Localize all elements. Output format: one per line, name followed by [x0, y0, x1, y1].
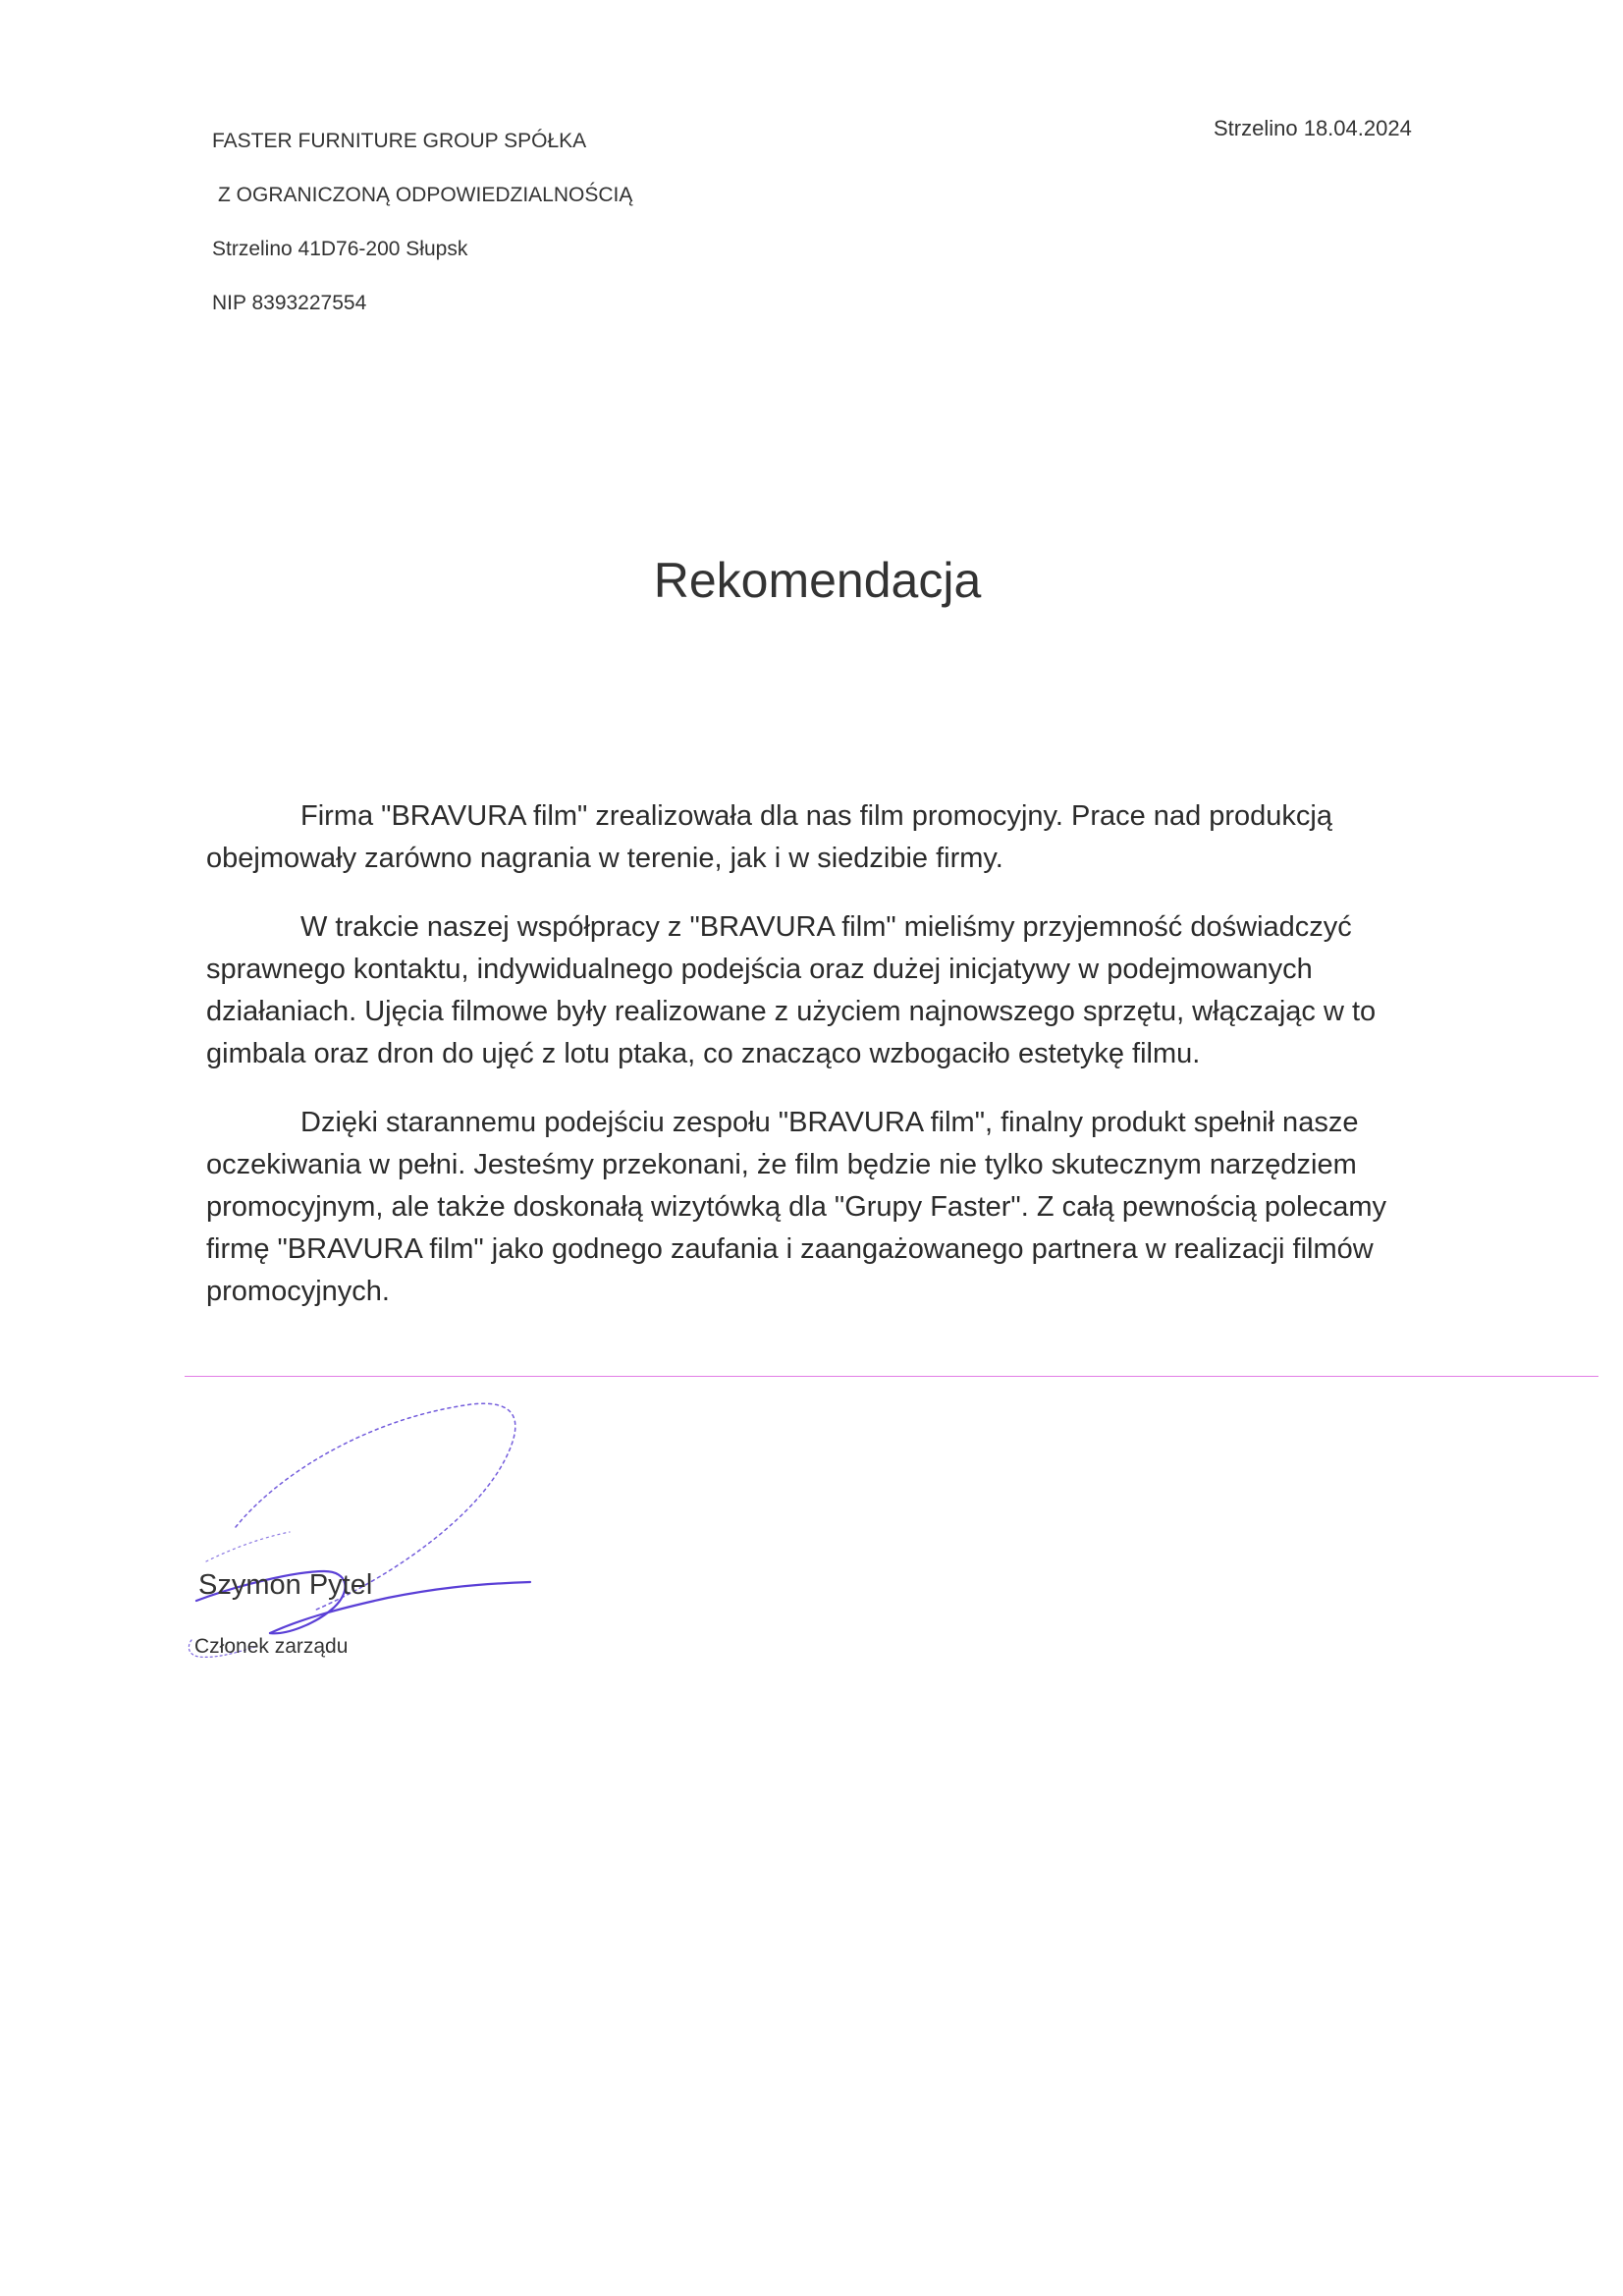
body-paragraph: Firma "BRAVURA film" zrealizowała dla nas film promocyjny. Prace nad produkcją obejmowały zarówno nagrania w terenie, jak i w siedzibie firmy.: [206, 800, 1332, 874]
letter-body: [206, 795, 1434, 1339]
sender-company-legal-form: Z OGRANICZONĄ ODPOWIEDZIALNOŚCIĄ: [218, 184, 633, 206]
sender-company-name: FASTER FURNITURE GROUP SPÓŁKA: [212, 130, 587, 152]
signer-role: Członek zarządu: [194, 1635, 349, 1658]
sender-tax-id: NIP 8393227554: [212, 292, 367, 314]
document-title: Rekomendacja: [653, 553, 982, 608]
signer-name: Szymon Pytel: [198, 1569, 373, 1601]
letter-date: Strzelino 18.04.2024: [1214, 116, 1412, 140]
sender-block: [212, 114, 632, 330]
body-paragraph: W trakcie naszej współpracy z "BRAVURA film" mieliśmy przyjemność doświadczyć sprawnego kontaktu, indywidualnego podejścia oraz dużej inicjatywy w podejmowanych działaniach. Ujęcia filmowe były realizowane z użyciem najnowszego sprzętu, włączając w to gimbala oraz dron do ujęć z lotu ptaka, co znacząco wzbogaciło estetykę filmu.: [206, 911, 1377, 1069]
separator-line: [185, 1376, 1598, 1377]
sender-address: Strzelino 41D76-200 Słupsk: [212, 238, 468, 260]
body-paragraph: Dzięki starannemu podejściu zespołu "BRAVURA film", finalny produkt spełnił nasze oczekiwania w pełni. Jesteśmy przekonani, że film będzie nie tylko skutecznym narzędziem promocyjnym, ale także doskonałą wizytówką dla "Grupy Faster". Z całą pewnością polecamy firmę "BRAVURA film" jako godnego zaufania i zaangażowanego partnera w realizacji filmów promocyjnych.: [206, 1107, 1387, 1307]
